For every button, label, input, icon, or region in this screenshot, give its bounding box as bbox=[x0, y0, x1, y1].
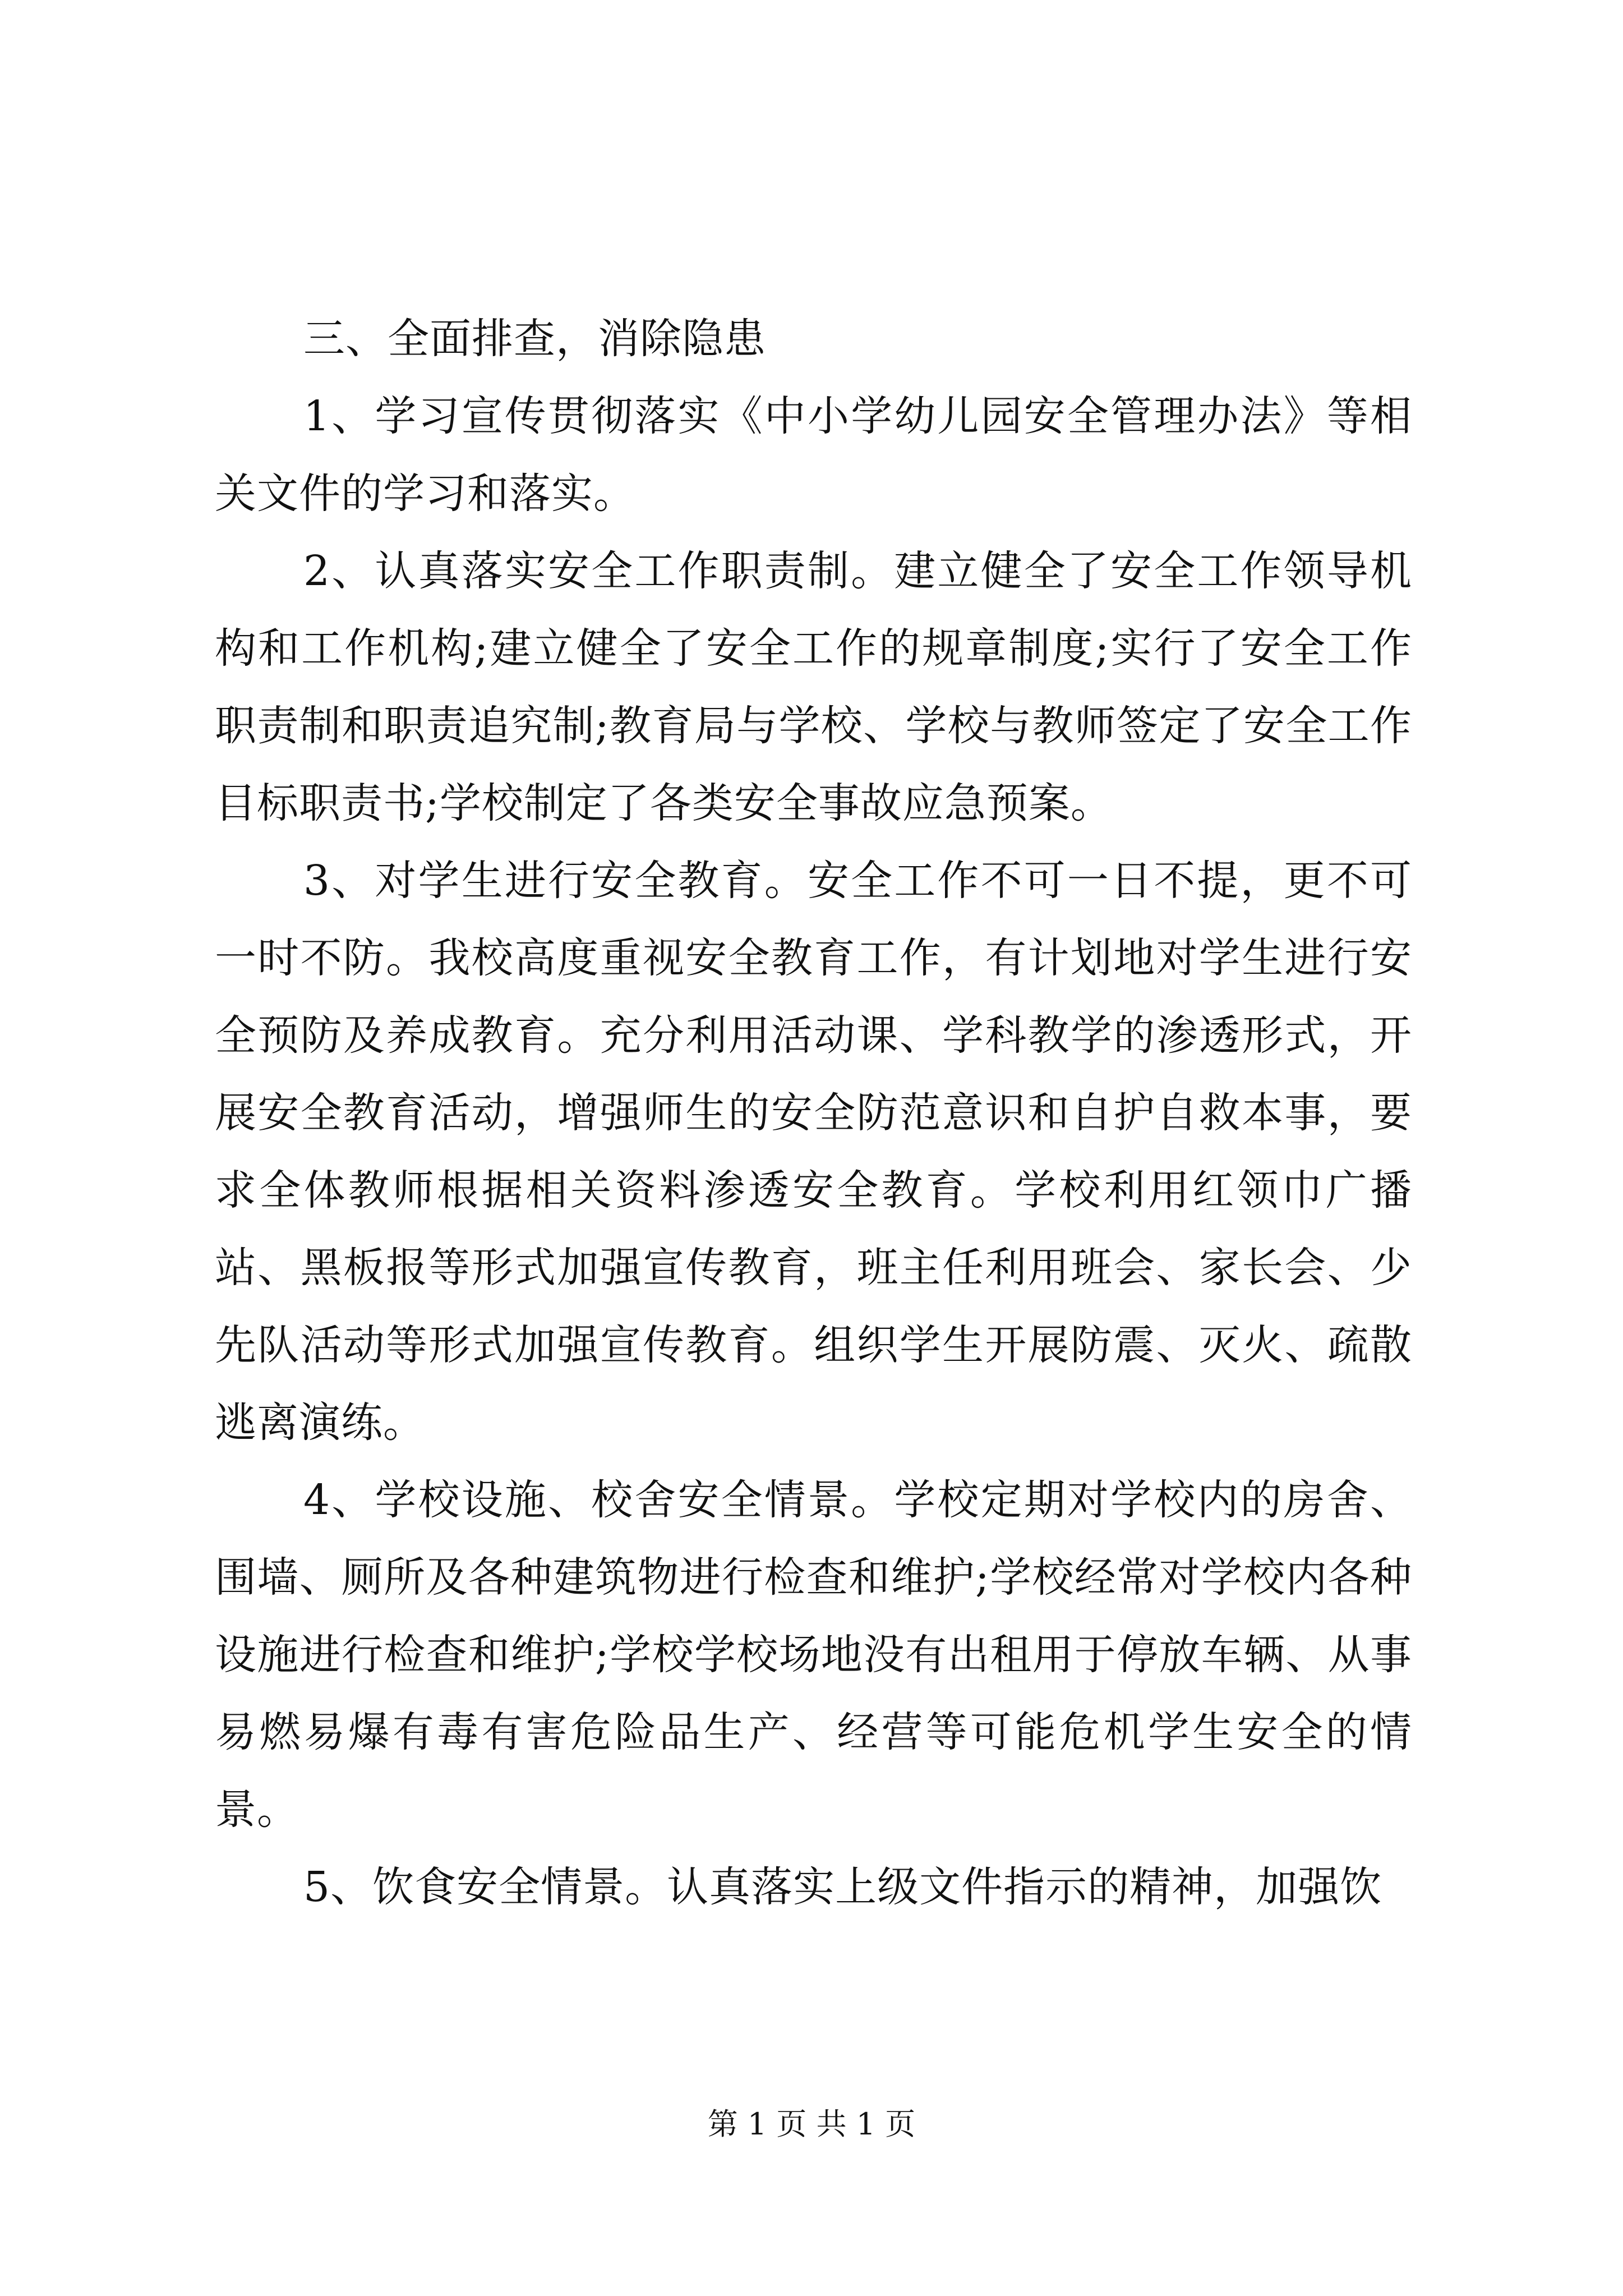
paragraph-1: 1、学习宣传贯彻落实《中小学幼儿园安全管理办法》等相关文件的学习和落实。 bbox=[215, 392, 1412, 518]
paragraph-5: 5、饮食安全情景。认真落实上级文件指示的精神，加强饮 bbox=[303, 1863, 1382, 1911]
section-heading: 三、全面排查，消除隐患 bbox=[303, 315, 766, 363]
page-footer: 第 1 页 共 1 页 bbox=[707, 2106, 916, 2142]
paragraph-3: 3、对学生进行安全教育。安全工作不可一日不提，更不可一时不防。我校高度重视安全教育工作，有计划地对学生进行安全预防及养成教育。充分利用活动课、学科教学的渗透形式，开展安全教育活动，增强师生的安全防范意识和自护自救本事，要求全体教师根据相关资料渗透安全教育。学校利用红领巾广播站、黑板报等形式加强宣传教育，班主任利用班会、家长会、少先队活动等形式加强宣传教育。组织学生开展防震、灭火、疏散逃离演练。 bbox=[215, 857, 1412, 1447]
document-body bbox=[215, 300, 1412, 1926]
paragraph-2: 2、认真落实安全工作职责制。建立健全了安全工作领导机构和工作机构;建立健全了安全工作的规章制度;实行了安全工作职责制和职责追究制;教育局与学校、学校与教师签定了安全工作目标职责书;学校制定了各类安全事故应急预案。 bbox=[215, 547, 1412, 827]
paragraph-4: 4、学校设施、校舍安全情景。学校定期对学校内的房舍、围墙、厕所及各种建筑物进行检查和维护;学校经常对学校内各种设施进行检查和维护;学校学校场地没有出租用于停放车辆、从事易燃易爆有毒有害危险品生产、经营等可能危机学生安全的情景。 bbox=[215, 1476, 1412, 1834]
